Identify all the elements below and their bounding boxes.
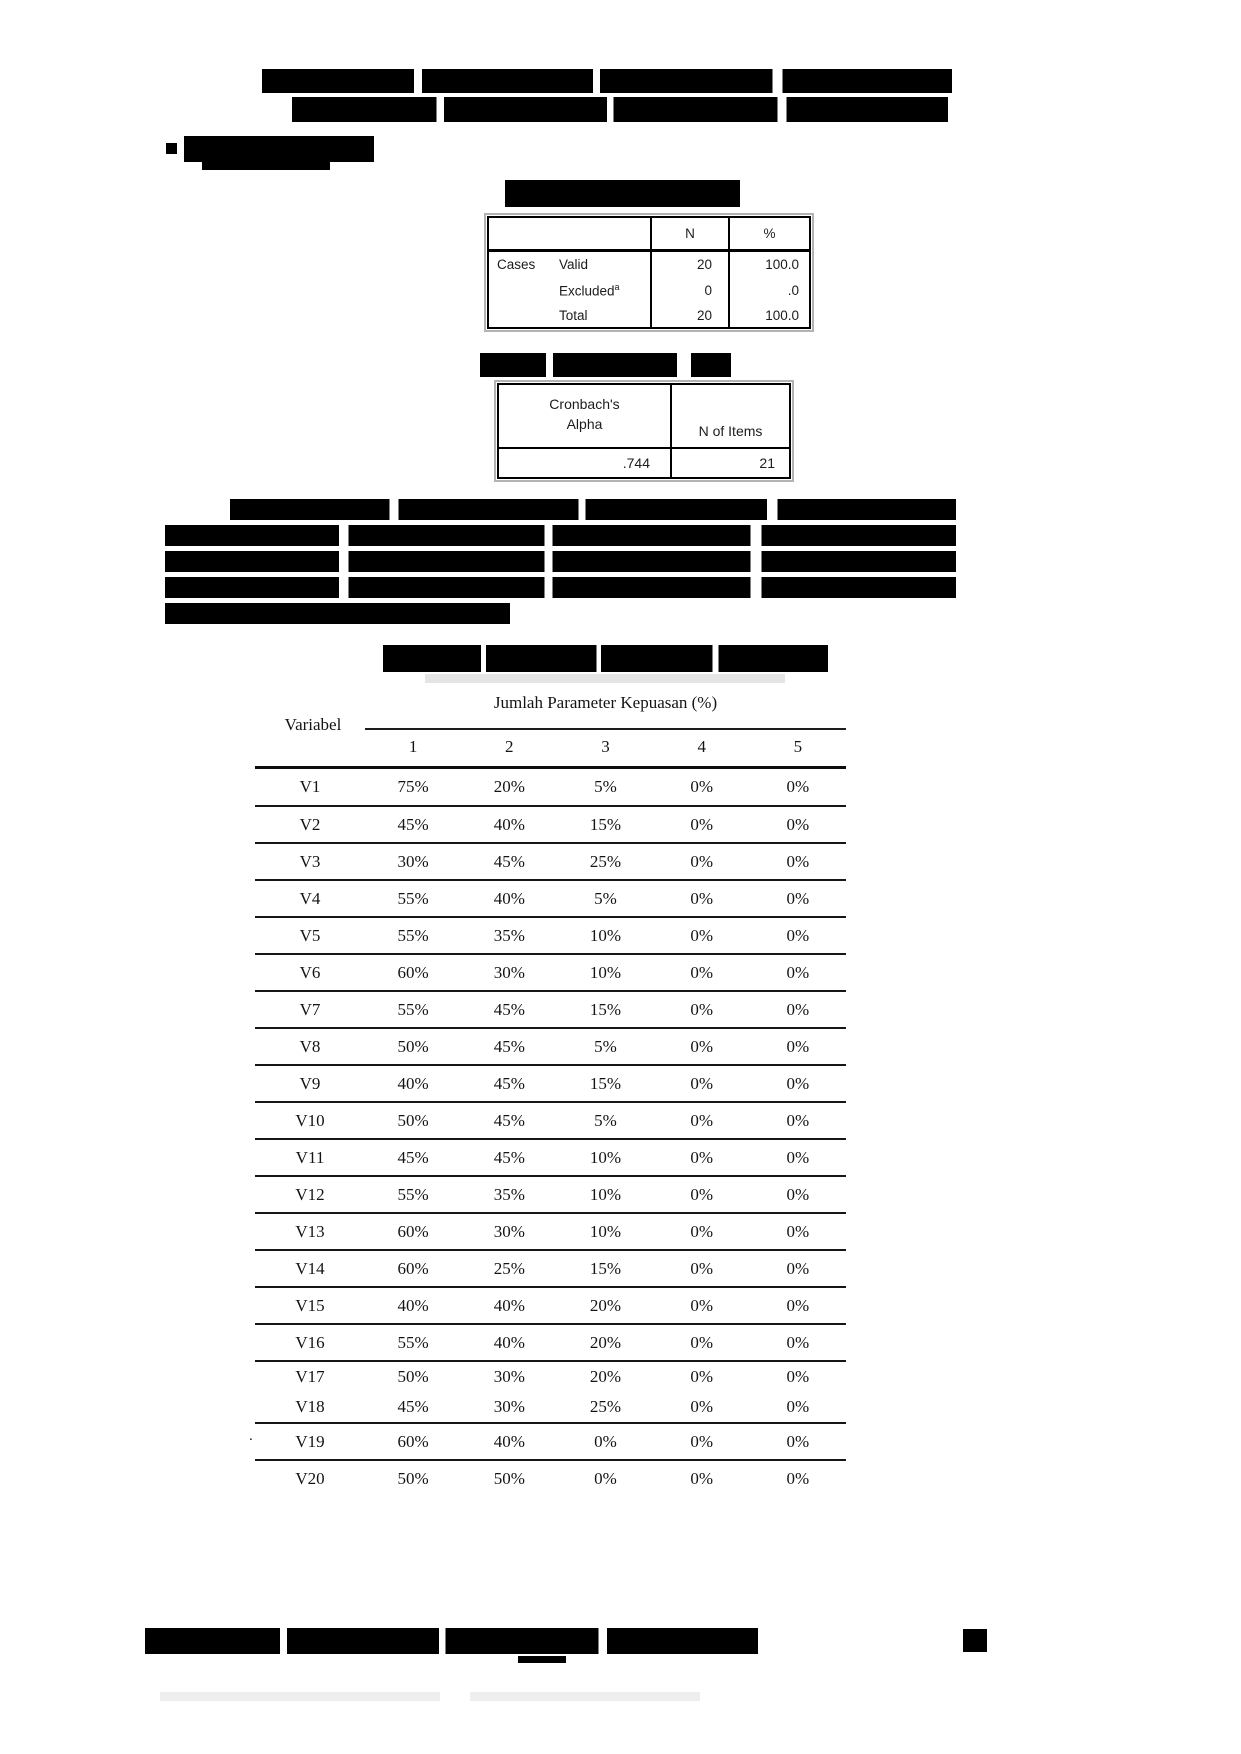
n-value: 20 [651, 303, 729, 328]
value-cell: 60% [365, 954, 461, 991]
case-header-row [488, 217, 810, 250]
value-cell: 20% [557, 1361, 653, 1392]
row-label: Total [559, 307, 588, 323]
redacted-paragraph-line [292, 97, 948, 122]
value-cell: 0% [750, 1287, 846, 1324]
redacted-table-caption [505, 180, 740, 207]
value-cell: 40% [365, 1065, 461, 1102]
table-row-total [488, 303, 810, 328]
table-row [255, 1287, 846, 1324]
value-cell: 50% [365, 1361, 461, 1392]
value-cell: 0% [654, 1361, 750, 1392]
value-cell: 50% [365, 1102, 461, 1139]
value-cell: 0% [750, 1065, 846, 1102]
value-cell: 40% [461, 806, 557, 843]
value-cell: 10% [557, 917, 653, 954]
value-cell: 25% [557, 843, 653, 880]
table-row [255, 991, 846, 1028]
redacted-footer-text [145, 1628, 758, 1654]
value-cell: 5% [557, 1028, 653, 1065]
value-cell: 55% [365, 1324, 461, 1361]
value-cell: 0% [750, 806, 846, 843]
value-cell: 5% [594, 777, 617, 796]
value-cell: 0% [654, 1065, 750, 1102]
value-cell: 0% [654, 843, 750, 880]
value-cell: 0% [750, 1361, 846, 1392]
value-cell: 40% [461, 1287, 557, 1324]
table-row [255, 1250, 846, 1287]
value-cell: 0% [654, 806, 750, 843]
value-cell: 0% [750, 917, 846, 954]
variable-label: V20 [255, 1460, 365, 1497]
table-row-excluded [488, 278, 810, 303]
redacted-table-caption [480, 353, 546, 377]
pct-value: 100.0 [729, 303, 810, 328]
value-cell: 0% [654, 1460, 750, 1497]
value-cell: 0% [557, 1460, 653, 1497]
table-row [255, 1102, 846, 1139]
col-header-5: 5 [793, 737, 803, 756]
value-cell: 45% [461, 991, 557, 1028]
case-col-header-pct: % [729, 217, 810, 250]
value-cell: 20% [557, 1287, 653, 1324]
satisfaction-table-body [255, 769, 846, 1497]
value-cell: 0% [654, 880, 750, 917]
table-row [255, 954, 846, 991]
table-row-valid [488, 250, 810, 278]
value-cell: 75% [397, 777, 429, 796]
value-cell: 40% [365, 1287, 461, 1324]
value-cell: 0% [786, 777, 810, 796]
reliability-header-row [498, 384, 790, 448]
table-row [255, 843, 846, 880]
cronbachs-alpha-value: .744 [622, 455, 650, 471]
value-cell: 25% [589, 1397, 622, 1416]
table-row [255, 1028, 846, 1065]
value-cell: 15% [557, 806, 653, 843]
value-cell: 0% [654, 1028, 750, 1065]
value-cell: 0% [750, 843, 846, 880]
value-cell: 15% [557, 1065, 653, 1102]
column-headers-row [365, 735, 846, 759]
variable-label: V5 [255, 917, 365, 954]
col-header-2: 2 [505, 737, 514, 756]
variable-label: V8 [255, 1028, 365, 1065]
value-cell: 30% [461, 954, 557, 991]
variable-label: V12 [255, 1176, 365, 1213]
value-cell: 0% [654, 991, 750, 1028]
variable-label: V4 [255, 880, 365, 917]
value-cell: 0% [557, 1423, 653, 1460]
value-cell: 0% [750, 1139, 846, 1176]
n-of-items-value: 21 [671, 448, 790, 478]
pct-value: .0 [729, 278, 810, 303]
cronbachs-alpha-header: Cronbach's Alpha [498, 384, 671, 448]
value-cell: 0% [654, 1139, 750, 1176]
value-cell: 35% [461, 917, 557, 954]
value-cell: 55% [365, 991, 461, 1028]
value-cell: 20% [493, 777, 525, 796]
variable-label: V6 [255, 954, 365, 991]
value-cell: 45% [461, 843, 557, 880]
redacted-heading [202, 161, 330, 170]
variable-label: V19 [255, 1423, 365, 1460]
value-cell: 45% [365, 1139, 461, 1176]
table-row [255, 1423, 846, 1460]
pct-value: 100.0 [729, 250, 810, 278]
value-cell: 0% [750, 954, 846, 991]
table-row [255, 880, 846, 917]
value-cell: 55% [365, 880, 461, 917]
variable-label: V14 [255, 1250, 365, 1287]
table-row [255, 1176, 846, 1213]
redacted-heading [184, 136, 374, 162]
value-cell: 0% [750, 991, 846, 1028]
value-cell: 0% [654, 1102, 750, 1139]
value-cell: 50% [365, 1460, 461, 1497]
table-row [255, 1361, 846, 1392]
n-of-items-header: N of Items [671, 384, 790, 448]
value-cell: 0% [750, 880, 846, 917]
value-cell: 0% [750, 1423, 846, 1460]
value-cell: 45% [365, 806, 461, 843]
value-cell: 50% [365, 1028, 461, 1065]
value-cell: 15% [557, 1250, 653, 1287]
value-cell: 0% [654, 1250, 750, 1287]
value-cell: 0% [750, 1250, 846, 1287]
table-row [255, 917, 846, 954]
satisfaction-table-header [255, 691, 846, 759]
value-cell: 5% [557, 1102, 653, 1139]
n-value: 0 [651, 278, 729, 303]
spanner-rule [365, 728, 846, 730]
variable-label: V3 [255, 843, 365, 880]
value-cell: 0% [750, 1028, 846, 1065]
table-spanner-header: Jumlah Parameter Kepuasan (%) [493, 693, 718, 712]
value-cell: 10% [557, 954, 653, 991]
value-cell: 45% [461, 1028, 557, 1065]
col-header-3: 3 [601, 737, 610, 756]
col-header-4: 4 [697, 737, 706, 756]
variable-label: V17 [255, 1361, 365, 1392]
col-header-1: 1 [408, 737, 418, 756]
cases-group-label: Cases [497, 257, 536, 273]
value-cell: 45% [461, 1102, 557, 1139]
value-cell: 0% [654, 1176, 750, 1213]
value-cell: 0% [750, 1213, 846, 1250]
row-label: Valid [559, 257, 589, 273]
value-cell: 0% [750, 1324, 846, 1361]
variable-label: V15 [255, 1287, 365, 1324]
faint-text-remnant [160, 1692, 440, 1701]
value-cell: 0% [750, 1460, 846, 1497]
variable-label: V2 [255, 806, 365, 843]
table-row [255, 769, 846, 806]
value-cell: 0% [750, 1102, 846, 1139]
satisfaction-table [255, 691, 846, 1497]
value-cell: 0% [654, 1213, 750, 1250]
variable-label: V9 [255, 1065, 365, 1102]
redacted-table-caption [691, 353, 731, 377]
variable-label: V16 [255, 1324, 365, 1361]
faint-text-remnant [425, 674, 785, 683]
table-row [255, 1065, 846, 1102]
faint-text-remnant [470, 1692, 700, 1701]
case-processing-summary-table [487, 216, 811, 329]
value-cell: 0% [690, 777, 713, 796]
table-row [255, 1139, 846, 1176]
value-cell: 40% [461, 1324, 557, 1361]
value-cell: 0% [654, 1423, 750, 1460]
row-label: Excluded [559, 283, 615, 299]
value-cell: 10% [557, 1139, 653, 1176]
value-cell: 15% [557, 991, 653, 1028]
value-cell: 0% [654, 1324, 750, 1361]
value-cell: 0% [654, 954, 750, 991]
value-cell: 30% [365, 843, 461, 880]
table-row [255, 1392, 846, 1423]
value-cell: 60% [365, 1213, 461, 1250]
footnote-marker: a [614, 282, 620, 293]
stray-dot-artifact: . [249, 1428, 253, 1444]
variable-label: V1 [299, 777, 321, 796]
value-cell: 20% [557, 1324, 653, 1361]
value-cell: 40% [461, 880, 557, 917]
variable-label: V18 [295, 1397, 325, 1416]
redacted-table-caption [553, 353, 677, 377]
variable-label: V11 [255, 1139, 365, 1176]
redacted-paragraph-line [230, 499, 956, 520]
value-cell: 40% [461, 1423, 557, 1460]
value-cell: 10% [557, 1213, 653, 1250]
variable-label: V7 [255, 991, 365, 1028]
value-cell: 30% [493, 1397, 525, 1416]
value-cell: 60% [365, 1423, 461, 1460]
reliability-statistics-table [497, 383, 791, 479]
value-cell: 0% [654, 1287, 750, 1324]
table-row [255, 1460, 846, 1497]
table-row [255, 1324, 846, 1361]
case-header-blank [488, 217, 651, 250]
bullet-marker [166, 143, 177, 154]
value-cell: 45% [461, 1065, 557, 1102]
case-col-header-n: N [651, 217, 729, 250]
value-cell: 50% [461, 1460, 557, 1497]
value-cell: 30% [461, 1213, 557, 1250]
value-cell: 0% [690, 1397, 713, 1416]
page-number-box [963, 1629, 987, 1652]
value-cell: 55% [365, 1176, 461, 1213]
variabel-header: Variabel [284, 715, 342, 734]
redacted-paragraph-line [165, 603, 510, 624]
table-row [255, 806, 846, 843]
redacted-paragraph-line [165, 551, 956, 572]
value-cell: 45% [461, 1139, 557, 1176]
redacted-footer-fragment [518, 1656, 566, 1663]
value-cell: 30% [461, 1361, 557, 1392]
value-cell: 5% [557, 880, 653, 917]
value-cell: 25% [461, 1250, 557, 1287]
redacted-paragraph-line [165, 525, 956, 546]
table-row [255, 1213, 846, 1250]
redacted-table-caption [383, 645, 828, 672]
value-cell: 0% [654, 917, 750, 954]
n-value: 20 [651, 250, 729, 278]
value-cell: 10% [557, 1176, 653, 1213]
reliability-values-row [498, 448, 790, 478]
variable-label: V13 [255, 1213, 365, 1250]
value-cell: 0% [786, 1397, 810, 1416]
value-cell: 60% [365, 1250, 461, 1287]
variable-label: V10 [255, 1102, 365, 1139]
redacted-paragraph-line [165, 577, 956, 598]
redacted-paragraph-line [262, 69, 952, 93]
value-cell: 45% [397, 1397, 429, 1416]
value-cell: 55% [365, 917, 461, 954]
value-cell: 35% [461, 1176, 557, 1213]
value-cell: 0% [750, 1176, 846, 1213]
